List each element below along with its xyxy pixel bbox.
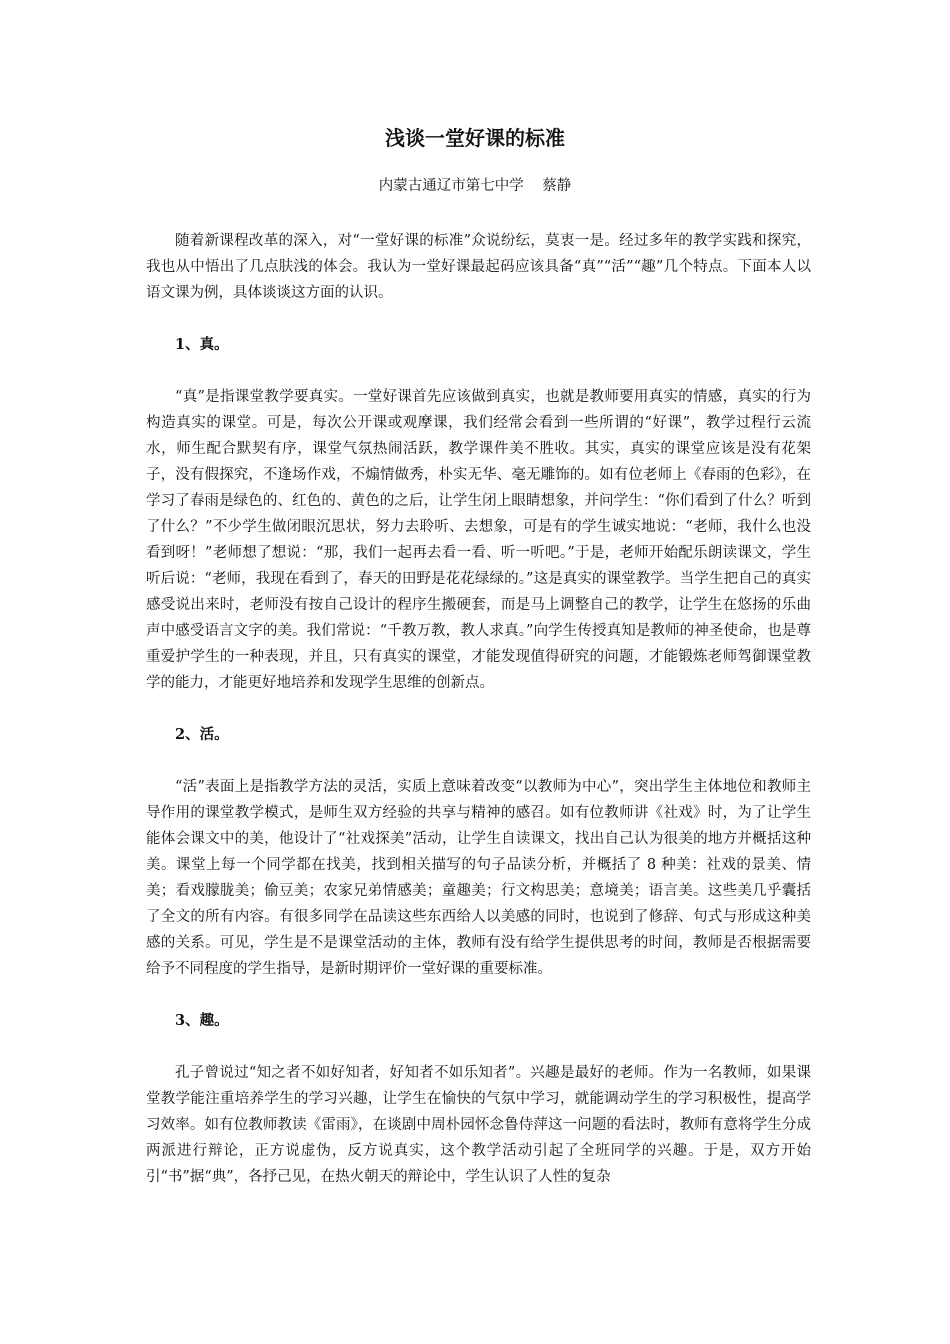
section-heading-qu: 3、趣。 <box>175 1012 229 1029</box>
section-body-qu: 孔子曾说过“知之者不如好知者，好知者不如乐知者”。兴趣是最好的老师。作为一名教师，如果课堂教学能注重培养学生的学习兴趣，让学生在愉快的气氛中学习，就能调动学生的学习积极性，提高学习效率。如有位教师教读《雷雨》，在谈剧中周朴园怀念鲁侍萍这一问题的看法时，教师有意将学生分成两派进行辩论，正方说虚伪，反方说真实，这个教学活动引起了全班同学的兴趣。于是，双方开始引“书”据“典”，各抒己见，在热火朝天的辩论中，学生认识了人性的复杂 <box>146 1065 811 1185</box>
section-body-zhen: “真”是指课堂教学要真实。一堂好课首先应该做到真实，也就是教师要用真实的情感，真实的行为构造真实的课堂。可是，每次公开课或观摩课，我们经常会看到一些所谓的“好课”，教学过程行云流水，师生配合默契有序，课堂气氛热闹活跃，教学课件美不胜收。其实，真实的课堂应该是没有花架子，没有假探究，不逢场作戏，不煽情做秀，朴实无华、毫无雕饰的。如有位老师上《春雨的色彩》，在学习了春雨是绿色的、红色的、黄色的之后，让学生闭上眼睛想象，并问学生：“你们看到了什么？听到了什么？”不少学生做闭眼沉思状，努力去聆听、去想象，可是有的学生诚实地说：“老师，我什么也没看到呀！”老师想了想说：“那，我们一起再去看一看、听一听吧。”于是，老师开始配乐朗读课文，学生听后说：“老师，我现在看到了，春天的田野是花花绿绿的。”这是真实的课堂教学。当学生把自己的真实感受说出来时，老师没有按自己设计的程序生搬硬套，而是马上调整自己的教学，让学生在悠扬的乐曲声中感受语言文字的美。我们常说：“千教万教，教人求真。”向学生传授真知是教师的神圣使命，也是尊重爱护学生的一种表现，并且，只有真实的课堂，才能发现值得研究的问题，才能锻炼老师驾御课堂教学的能力，才能更好地培养和发现学生思维的创新点。 <box>146 389 811 691</box>
section-heading-zhen: 1、真。 <box>175 336 229 353</box>
intro-paragraph: 随着新课程改革的深入，对“一堂好课的标准”众说纷纭，莫衷一是。经过多年的教学实践和探究，我也从中悟出了几点肤浅的体会。我认为一堂好课最起码应该具备“真”“活”“趣”几个特点。下面本人以语文课为例，具体谈谈这方面的认识。 <box>146 233 811 301</box>
article-body <box>146 228 811 1190</box>
section-body-huo: “活”表面上是指教学方法的灵活，实质上意味着改变“以教师为中心”，突出学生主体地位和教师主导作用的课堂教学模式，是师生双方经验的共享与精神的感召。如有位教师讲《社戏》时，为了让学生能体会课文中的美，他设计了“社戏探美”活动，让学生自读课文，找出自己认为很美的地方并概括这种美。课堂上每一个同学都在找美，找到相关描写的句子品读分析，并概括了 8 种美：社戏的景美、情美；看戏朦胧美；偷豆美；农家兄弟情感美；童趣美；行文构思美；意境美；语言美。这些美几乎囊括了全文的所有内容。有很多同学在品读这些东西给人以美感的同时，也说到了修辞、句式与形成这种美感的关系。可见，学生是不是课堂活动的主体，教师有没有给学生提供思考的时间，教师是否根据需要给予不同程度的学生指导，是新时期评价一堂好课的重要标准。 <box>146 779 811 977</box>
document-title: 浅谈一堂好课的标准 <box>385 126 565 150</box>
author-byline: 内蒙古通辽市第七中学 蔡静 <box>378 178 572 194</box>
section-heading-huo: 2、活。 <box>175 726 229 743</box>
